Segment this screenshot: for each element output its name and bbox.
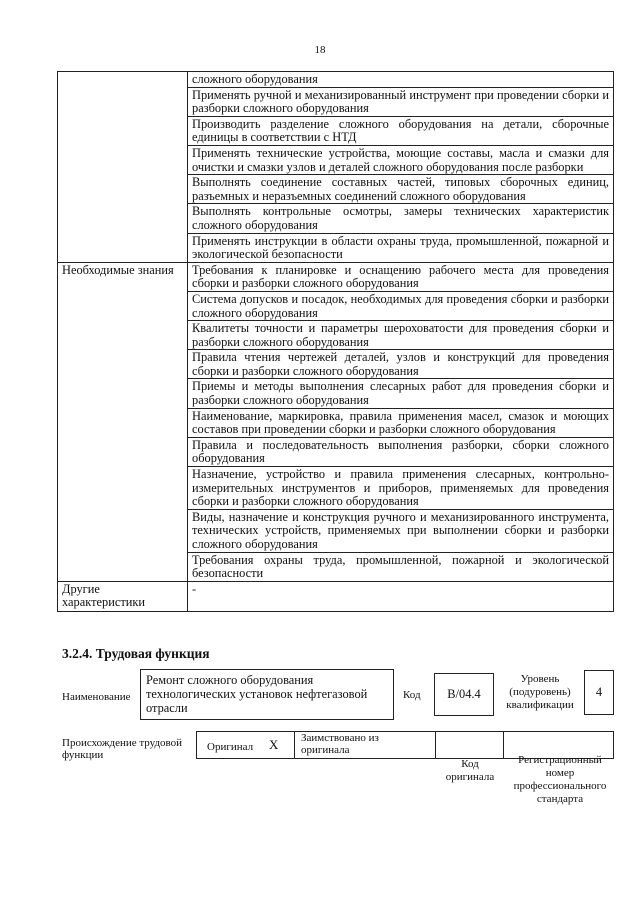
function-code: B/04.4 xyxy=(447,687,481,701)
other-label: Другие характеристики xyxy=(58,581,188,611)
name-label: Наименование xyxy=(62,691,131,703)
knowledge-item: Квалитеты точности и параметры шероховатости для проведения сборки и разборки сложного оборудования xyxy=(188,321,614,350)
code-label: Код xyxy=(403,689,421,701)
knowledge-item: Виды, назначение и конструкция ручного и механизированного инструмента, технических устройств, применяемых при выполнении сборки и разборки сложного оборудования xyxy=(188,509,614,552)
skill-item: Применять инструкции в области охраны труда, промышленной, пожарной и экологической безопасности xyxy=(188,233,614,262)
level-box xyxy=(584,670,614,715)
function-name: Ремонт сложного оборудования технологических установок нефтегазовой отрасли xyxy=(146,673,368,715)
divider xyxy=(435,732,436,758)
divider xyxy=(294,732,295,758)
page-number: 18 xyxy=(314,44,326,56)
other-value: - xyxy=(188,581,614,611)
knowledge-item: Правила чтения чертежей деталей, узлов и конструкций для проведения сборки и разборки сложного оборудования xyxy=(188,350,614,379)
borrowed-label: Заимствовано из оригинала xyxy=(301,732,379,756)
origin-label: Происхождение трудовой функции xyxy=(62,737,183,761)
section-heading: 3.2.4. Трудовая функция xyxy=(62,646,210,661)
skill-item: Производить разделение сложного оборудования на детали, сборочные единицы в соответствии с НТД xyxy=(188,116,614,145)
origin-code-caption: Код оригинала xyxy=(445,758,495,783)
knowledge-item: Назначение, устройство и правила применения слесарных, контрольно-измерительных инструментов и приборов, применяемых для проведения сборки и разборки сложного оборудования xyxy=(188,467,614,510)
original-label: Оригинал xyxy=(207,741,254,753)
table-row xyxy=(58,72,614,88)
requirements-table xyxy=(57,71,614,612)
skill-item: Выполнять соединение составных частей, типовых сборочных единиц, разъемных и неразъемных соединений сложного оборудования xyxy=(188,175,614,204)
divider xyxy=(503,732,504,758)
original-mark: Х xyxy=(269,737,279,752)
knowledge-item: Требования к планировке и оснащению рабочего места для проведения сборки и разборки сложного оборудования xyxy=(188,262,614,291)
knowledge-label: Необходимые знания xyxy=(58,262,188,581)
knowledge-item: Правила и последовательность выполнения разборки, сборки сложного оборудования xyxy=(188,437,614,466)
knowledge-item: Требования охраны труда, промышленной, пожарной и экологической безопасности xyxy=(188,552,614,581)
level-value: 4 xyxy=(595,685,603,699)
code-box xyxy=(434,673,494,716)
reg-number-caption: Регистрационный номер профессионального стандарта xyxy=(513,754,607,805)
skill-item: Применять ручной и механизированный инструмент при проведении сборки и разборки сложного оборудования xyxy=(188,87,614,116)
knowledge-item: Приемы и методы выполнения слесарных работ для проведения сборки и разборки сложного оборудования xyxy=(188,379,614,408)
level-label: Уровень (подуровень) квалификации xyxy=(506,673,574,711)
function-name-box xyxy=(140,669,394,720)
table-row xyxy=(58,262,614,291)
skills-label-cell xyxy=(58,72,188,263)
skill-item: Применять технические устройства, моющие составы, масла и смазки для очистки и смазки узлов и деталей сложного оборудования после разборки xyxy=(188,145,614,174)
table-row xyxy=(58,581,614,611)
knowledge-item: Система допусков и посадок, необходимых для проведения сборки и разборки сложного оборудования xyxy=(188,291,614,320)
skill-item: сложного оборудования xyxy=(188,72,614,88)
skill-item: Выполнять контрольные осмотры, замеры технических характеристик сложного оборудования xyxy=(188,204,614,233)
knowledge-item: Наименование, маркировка, правила применения масел, смазок и моющих составов при проведении сборки и разборки сложного оборудования xyxy=(188,408,614,437)
